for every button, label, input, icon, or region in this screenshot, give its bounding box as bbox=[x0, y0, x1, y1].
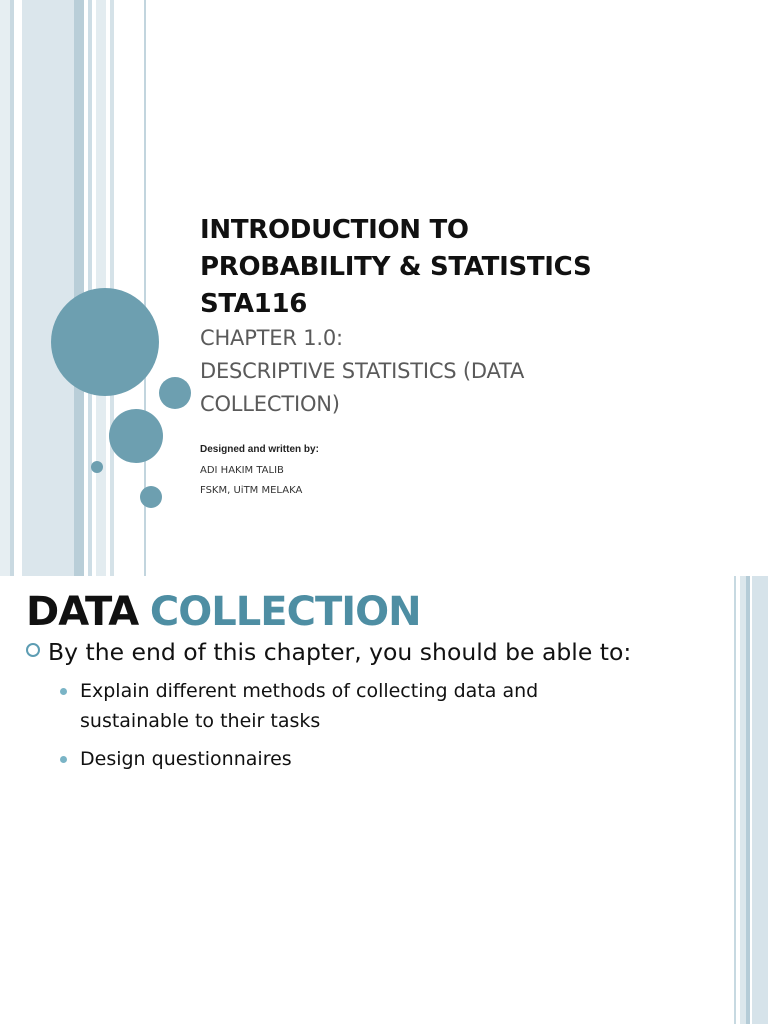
slide-subtitle bbox=[200, 322, 740, 421]
decor-stripe bbox=[74, 0, 84, 576]
decor-stripe bbox=[22, 0, 74, 576]
decor-stripe bbox=[734, 576, 736, 1024]
medium-circle-decoration bbox=[109, 409, 163, 463]
credit-label: Designed and written by: bbox=[200, 444, 319, 455]
title-word-accent: COLLECTION bbox=[149, 589, 421, 635]
content-slide bbox=[0, 576, 768, 1024]
subtitle-line: COLLECTION) bbox=[200, 392, 340, 416]
title-line: STA116 bbox=[200, 289, 308, 319]
sub-bullet-line: sustainable to their tasks bbox=[80, 710, 321, 732]
tiny-circle-decoration bbox=[91, 461, 103, 473]
subtitle-line: CHAPTER 1.0: bbox=[200, 326, 343, 350]
slide-title bbox=[26, 582, 421, 642]
title-line: INTRODUCTION TO bbox=[200, 215, 469, 245]
sub-bullet-line: Explain different methods of collecting data and bbox=[80, 680, 539, 702]
ring-bullet-icon bbox=[26, 643, 40, 657]
decor-stripe bbox=[88, 0, 92, 576]
small-circle-decoration bbox=[159, 377, 191, 409]
dot-bullet-icon bbox=[60, 756, 67, 763]
author-name: ADI HAKIM TALIB bbox=[200, 465, 284, 476]
small-circle-decoration bbox=[140, 486, 162, 508]
decor-stripe bbox=[10, 0, 14, 576]
title-line: PROBABILITY & STATISTICS bbox=[200, 252, 592, 282]
decor-stripe bbox=[746, 576, 750, 1024]
sub-bullet bbox=[60, 676, 680, 736]
main-bullet bbox=[26, 636, 631, 668]
sub-bullet bbox=[60, 744, 680, 774]
title-word: DATA bbox=[26, 589, 139, 635]
sub-bullet-line: Design questionnaires bbox=[80, 748, 292, 770]
main-bullet-text: By the end of this chapter, you should be able to: bbox=[48, 638, 632, 666]
slide-title bbox=[200, 212, 740, 323]
subtitle-line: DESCRIPTIVE STATISTICS (DATA bbox=[200, 359, 525, 383]
author-affiliation: FSKM, UiTM MELAKA bbox=[200, 485, 303, 496]
dot-bullet-icon bbox=[60, 688, 67, 695]
decor-stripe bbox=[752, 576, 768, 1024]
credit-block bbox=[200, 461, 302, 501]
large-circle-decoration bbox=[51, 288, 159, 396]
decor-stripe bbox=[0, 0, 10, 576]
